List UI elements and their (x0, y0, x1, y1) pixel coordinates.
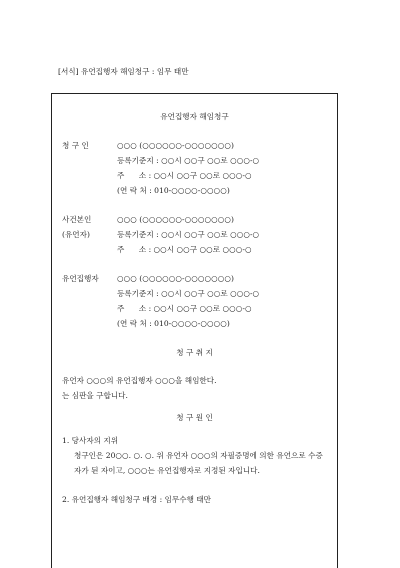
executor-role: 유언집행자 (62, 274, 99, 283)
executor-name: ○○○ (○○○○○○-○○○○○○○) (117, 274, 234, 283)
claimant-role: 청 구 인 (62, 141, 89, 150)
principal-name: ○○○ (○○○○○○-○○○○○○○) (117, 215, 234, 224)
claimant-phone: (연 락 처 : 010-○○○○-○○○○) (117, 186, 230, 195)
cause-section-1-line-1: 청구인은 20○○. ○. ○. 위 유언자 ○○○의 자필증명에 의한 유언으로 수증 (74, 451, 323, 460)
claimant-addr: 주 소 : ○○시 ○○구 ○○로 ○○○-○ (117, 171, 252, 180)
purpose-heading: 청 구 취 지 (176, 348, 213, 357)
purpose-line-2: 는 심판을 구합니다. (62, 391, 128, 400)
principal-addr: 주 소 : ○○시 ○○구 ○○로 ○○○-○ (117, 245, 252, 254)
cause-heading: 청 구 원 인 (176, 413, 213, 422)
executor-reg: 등록기준지 : ○○시 ○○구 ○○로 ○○○-○ (117, 289, 260, 298)
claimant-name: ○○○ (○○○○○○-○○○○○○○) (117, 141, 234, 150)
principal-reg: 등록기준지 : ○○시 ○○구 ○○로 ○○○-○ (117, 230, 260, 239)
executor-phone: (연 락 처 : 010-○○○○-○○○○) (117, 319, 230, 328)
cause-section-2-title: 2. 유언집행자 해임청구 배경 : 임무수행 태만 (62, 495, 211, 504)
document-frame (51, 93, 338, 568)
document-title: 유언집행자 해임청구 (160, 112, 229, 121)
caption: [서식] 유언집행자 해임청구 : 임무 태만 (58, 67, 189, 76)
cause-section-1-line-2: 자가 된 자이고, ○○○는 유언집행자로 지정된 자입니다. (74, 466, 260, 475)
principal-role: 사건본인 (62, 215, 92, 224)
claimant-reg: 등록기준지 : ○○시 ○○구 ○○로 ○○○-○ (117, 156, 260, 165)
principal-role-sub: (유언자) (62, 230, 90, 239)
purpose-line-1: 유언자 ○○○의 유언집행자 ○○○을 해임한다. (62, 376, 217, 385)
cause-section-1-title: 1. 당사자의 지위 (62, 436, 119, 445)
executor-addr: 주 소 : ○○시 ○○구 ○○로 ○○○-○ (117, 304, 252, 313)
